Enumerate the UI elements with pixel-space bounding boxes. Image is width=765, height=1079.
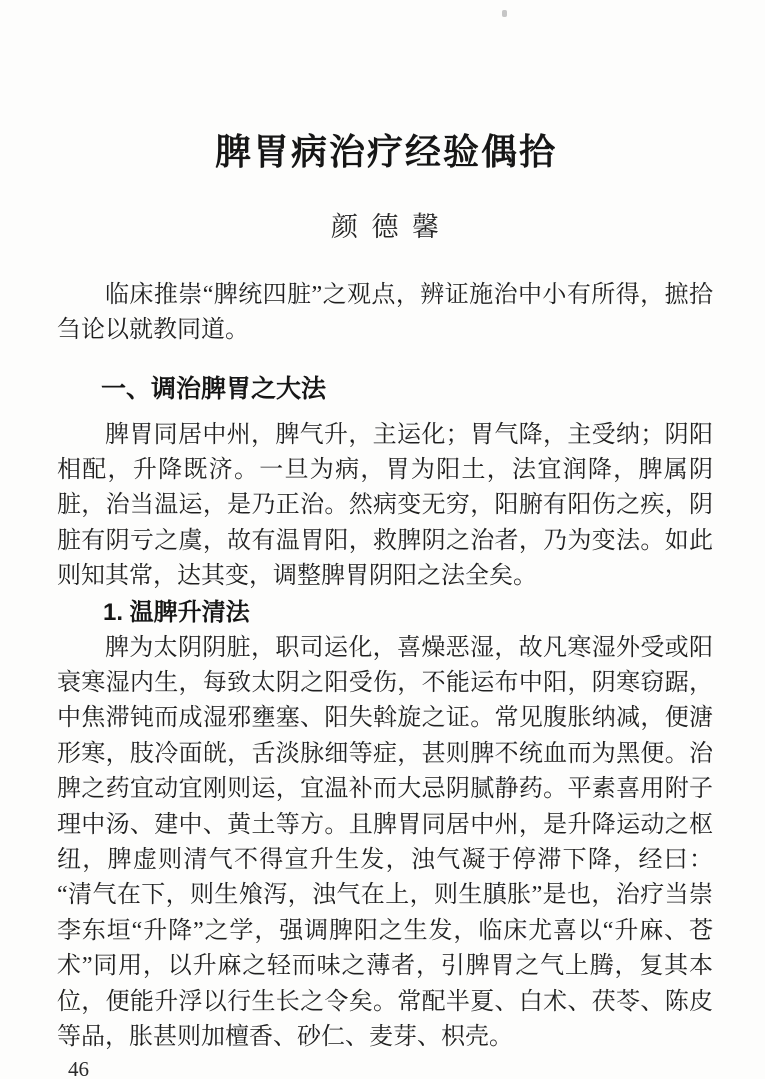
- section-2-paragraph: 脾为太阴阴脏，职司运化，喜燥恶湿，故凡寒湿外受或阳衰寒湿内生，每致太阴之阳受伤，不能运布中阳，阴寒窃踞，中焦滞钝而成湿邪壅塞、阳失斡旋之证。常见腹胀纳减，便溏形寒，肢冷面㿠，舌淡脉细等症，甚则脾不统血而为黑便。治脾之药宜动宜刚则运，宜温补而大忌阴腻静药。平素喜用附子理中汤、建中、黄土等方。且脾胃同居中州，是升降运动之枢纽，脾虚则清气不得宣升生发，浊气凝于停滞下降，经曰：“清气在下，则生飧泻，浊气在上，则生䐜胀”是也，治疗当崇李东垣“升降”之学，强调脾阳之生发，临床尤喜以“升麻、苍术”同用，以升麻之轻而味之薄者，引脾胃之气上腾，复其本位，便能升浮以行生长之令矣。常配半夏、白术、茯苓、陈皮等品，胀甚则加檀香、砂仁、麦芽、枳壳。: [57, 634, 713, 1051]
- article-author: 颜德馨: [331, 211, 453, 242]
- intro-paragraph: 临床推崇“脾统四脏”之观点，辨证施治中小有所得，摭拾刍论以就教同道。: [57, 281, 713, 344]
- section-heading-2: 1. 温脾升清法: [103, 598, 250, 626]
- page-number: 46: [68, 1056, 89, 1079]
- section-1-paragraph: 脾胃同居中州，脾气升，主运化；胃气降，主受纳；阴阳相配，升降既济。一旦为病，胃为阳土，法宜润降，脾属阴脏，治当温运，是乃正治。然病变无穷，阳腑有阳伤之疾，阴脏有阴亏之虞，故有温胃阳，救脾阴之治者，乃为变法。如此则知其常，达其变，调整脾胃阴阳之法全矣。: [57, 421, 713, 590]
- section-heading-1: 一、调治脾胃之大法: [101, 374, 327, 403]
- scan-speck-mark: [502, 10, 507, 17]
- article-title: 脾胃病治疗经验偶拾: [214, 131, 557, 173]
